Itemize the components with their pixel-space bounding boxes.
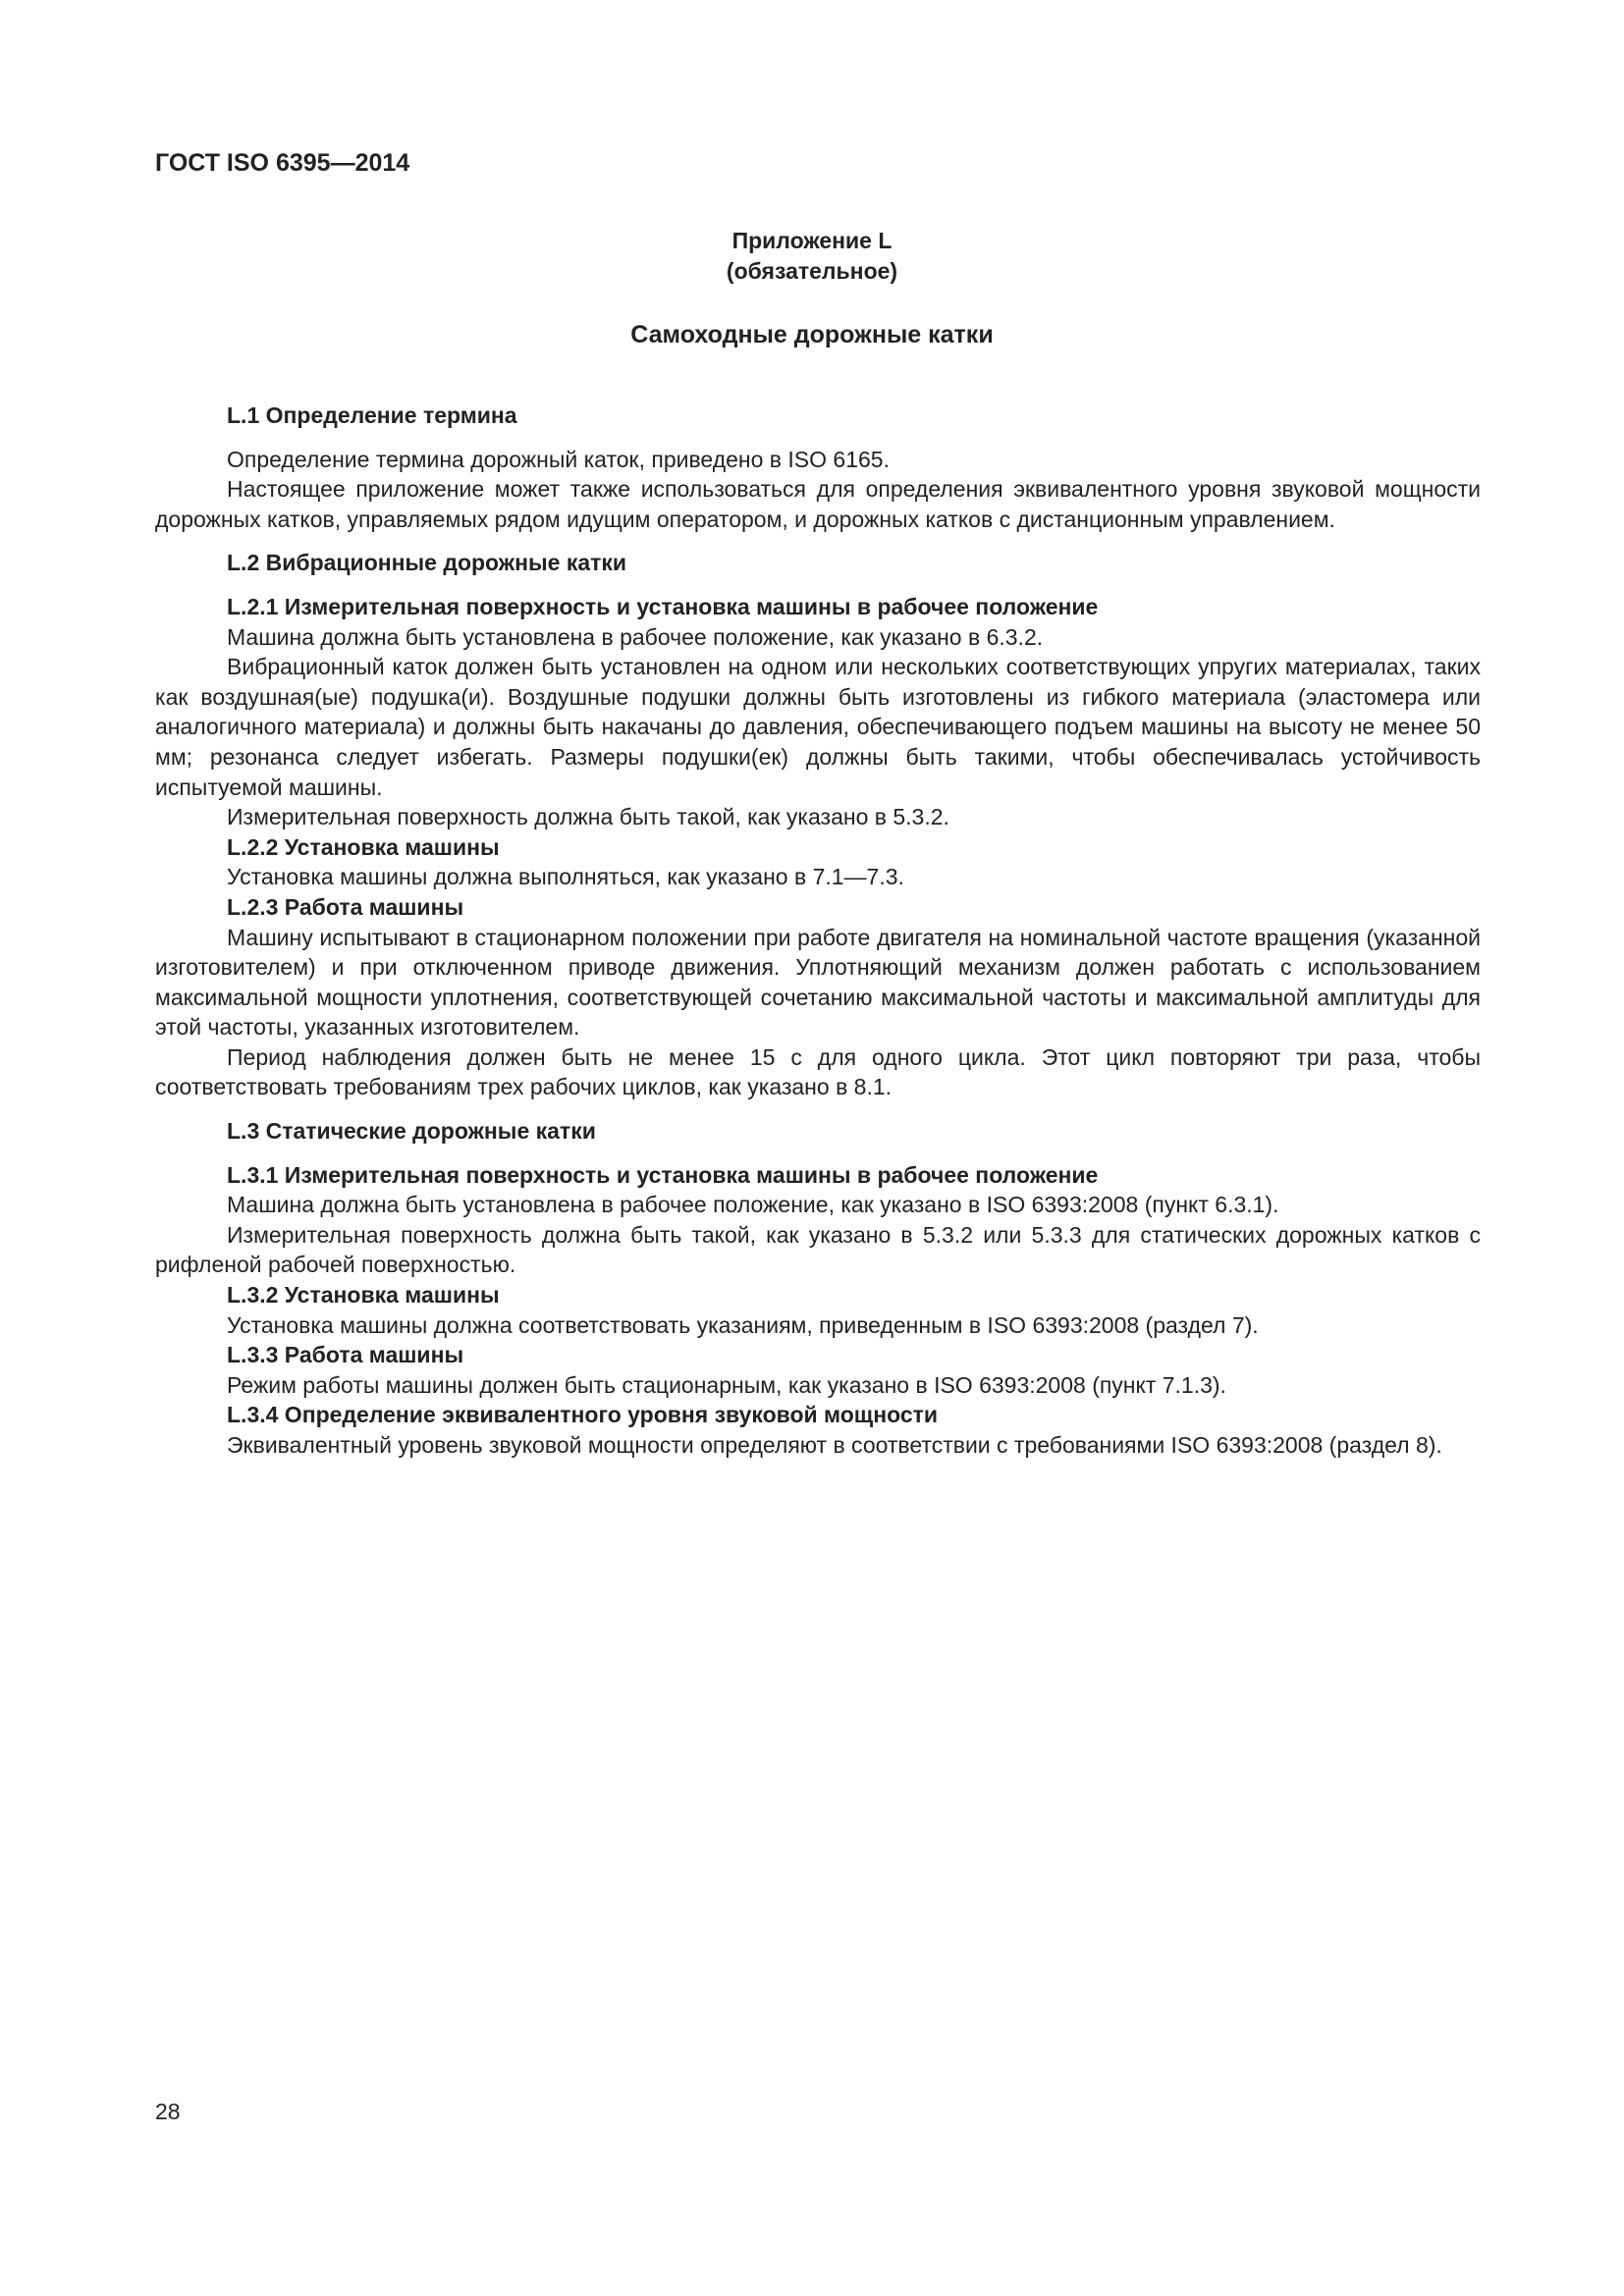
subsection-heading-l3-3: L.3.3 Работа машины — [227, 1342, 464, 1368]
paragraph: Машина должна быть установлена в рабочее положение, как указано в 6.3.2. — [227, 623, 1044, 650]
page-number: 28 — [155, 2099, 181, 2124]
subsection-heading-l2-3: L.2.3 Работа машины — [227, 893, 464, 920]
document-header: ГОСТ ISO 6395—2014 — [155, 149, 410, 177]
paragraph: Измерительная поверхность должна быть такой, как указано в 5.3.2 или 5.3.3 для статических дорожных катков с рифленой рабочей поверхностью. — [155, 1221, 1481, 1278]
paragraph: Установка машины должна соответствовать указаниям, приведенным в ISO 6393:2008 (раздел 7). — [227, 1311, 1259, 1338]
subsection-heading-l3-2: L.3.2 Установка машины — [227, 1282, 500, 1308]
paragraph: Эквивалентный уровень звуковой мощности определяют в соответствии с требованиями ISO 6393:2008 (раздел 8). — [227, 1432, 1442, 1458]
subsection-heading-l3-1: L.3.1 Измерительная поверхность и установка машины в рабочее положение — [227, 1161, 1099, 1188]
paragraph: Машина должна быть установлена в рабочее положение, как указано в ISO 6393:2008 (пункт 6.3.1). — [227, 1192, 1279, 1218]
paragraph: Период наблюдения должен быть не менее 15 с для одного цикла. Этот цикл повторяют три раза, чтобы соответствовать требованиям трех рабочих циклов, как указано в 8.1. — [155, 1043, 1481, 1100]
annex-label: Приложение L — [731, 228, 893, 253]
paragraph: Измерительная поверхность должна быть такой, как указано в 5.3.2. — [227, 804, 949, 830]
subsection-heading-l3-4: L.3.4 Определение эквивалентного уровня звуковой мощности — [227, 1402, 939, 1428]
section-heading-l3: L.3 Статические дорожные катки — [227, 1118, 596, 1145]
section-heading-l2: L.2 Вибрационные дорожные катки — [227, 550, 627, 576]
annex-title: Самоходные дорожные катки — [630, 321, 994, 348]
paragraph: Установка машины должна выполняться, как указано в 7.1—7.3. — [227, 864, 904, 890]
annex-status: (обязательное) — [726, 258, 898, 284]
section-heading-l1: L.1 Определение термина — [227, 402, 517, 428]
subsection-heading-l2-2: L.2.2 Установка машины — [227, 833, 500, 860]
paragraph: Вибрационный каток должен быть установлен на одном или нескольких соответствующих упругих материалах, таких как воздушная(ые) подушка(и). Воздушные подушки должны быть изготовлены из гибкого материала (эластомера или аналогичного материала) и должны быть накачаны до давления, обеспечивающего подъем машины на высоту не менее 50 мм; резонанса следует избегать. Размеры подушки(ек) должны быть такими, чтобы обеспечивалась устойчивость испытуемой машины. — [155, 654, 1481, 800]
subsection-heading-l2-1: L.2.1 Измерительная поверхность и установка машины в рабочее положение — [227, 593, 1099, 619]
paragraph: Машину испытывают в стационарном положении при работе двигателя на номинальной частоте вращения (указанной изготовителем) и при отключенном приводе движения. Уплотняющий механизм должен работать с использованием максимальной мощности уплотнения, соответствующей сочетанию максимальной частоты и максимальной амплитуды для этой частоты, указанных изготовителем. — [155, 924, 1481, 1041]
document-body — [155, 400, 1481, 1461]
paragraph: Определение термина дорожный каток, приведено в ISO 6165. — [227, 446, 890, 472]
paragraph: Настоящее приложение может также использоваться для определения эквивалентного уровня звуковой мощности дорожных катков, управляемых рядом идущим оператором, и дорожных катков с дистанционным управлением. — [155, 476, 1481, 532]
paragraph: Режим работы машины должен быть стационарным, как указано в ISO 6393:2008 (пункт 7.1.3). — [227, 1371, 1226, 1398]
